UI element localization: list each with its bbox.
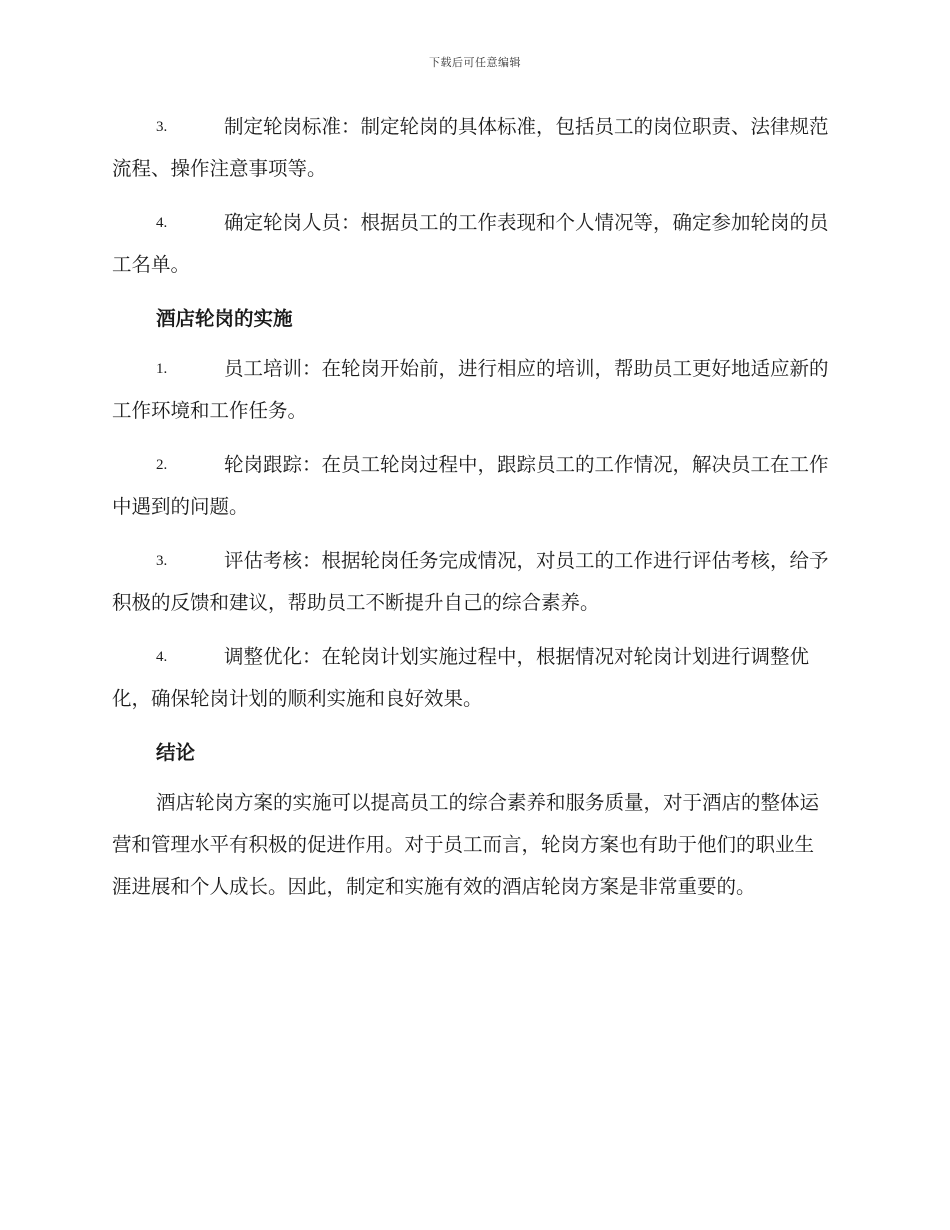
list-text: 制定轮岗标准：制定轮岗的具体标准，包括员工的岗位职责、法律规范流程、操作注意事项等。 (112, 115, 829, 180)
list-item-prep-4 (112, 202, 832, 286)
list-number: 4. (156, 215, 168, 231)
list-number: 4. (156, 649, 168, 665)
list-text: 调整优化：在轮岗计划实施过程中，根据情况对轮岗计划进行调整优化，确保轮岗计划的顺利实施和良好效果。 (112, 645, 810, 710)
list-number: 2. (156, 457, 168, 473)
list-number: 3. (156, 119, 168, 135)
section-heading-conclusion: 结论 (156, 741, 196, 764)
list-text: 轮岗跟踪：在员工轮岗过程中，跟踪员工的工作情况，解决员工在工作中遇到的问题。 (112, 453, 829, 518)
list-number: 3. (156, 553, 168, 569)
list-item-impl-3 (112, 540, 832, 624)
document-body (112, 106, 832, 908)
list-text: 评估考核：根据轮岗任务完成情况，对员工的工作进行评估考核，给予积极的反馈和建议，帮助员工不断提升自己的综合素养。 (112, 549, 829, 614)
list-item-impl-2 (112, 444, 832, 528)
conclusion-paragraph: 酒店轮岗方案的实施可以提高员工的综合素养和服务质量，对于酒店的整体运营和管理水平有积极的促进作用。对于员工而言，轮岗方案也有助于他们的职业生涯进展和个人成长。因此，制定和实施有效的酒店轮岗方案是非常重要的。 (112, 791, 820, 898)
list-text: 员工培训：在轮岗开始前，进行相应的培训，帮助员工更好地适应新的工作环境和工作任务。 (112, 357, 829, 422)
list-item-prep-3 (112, 106, 832, 190)
section-heading-implementation: 酒店轮岗的实施 (156, 307, 293, 330)
list-item-impl-4 (112, 636, 832, 720)
page-header: 下载后可任意编辑 (429, 56, 521, 69)
list-item-impl-1 (112, 348, 832, 432)
list-text: 确定轮岗人员：根据员工的工作表现和个人情况等，确定参加轮岗的员工名单。 (112, 211, 829, 276)
list-number: 1. (156, 361, 168, 377)
